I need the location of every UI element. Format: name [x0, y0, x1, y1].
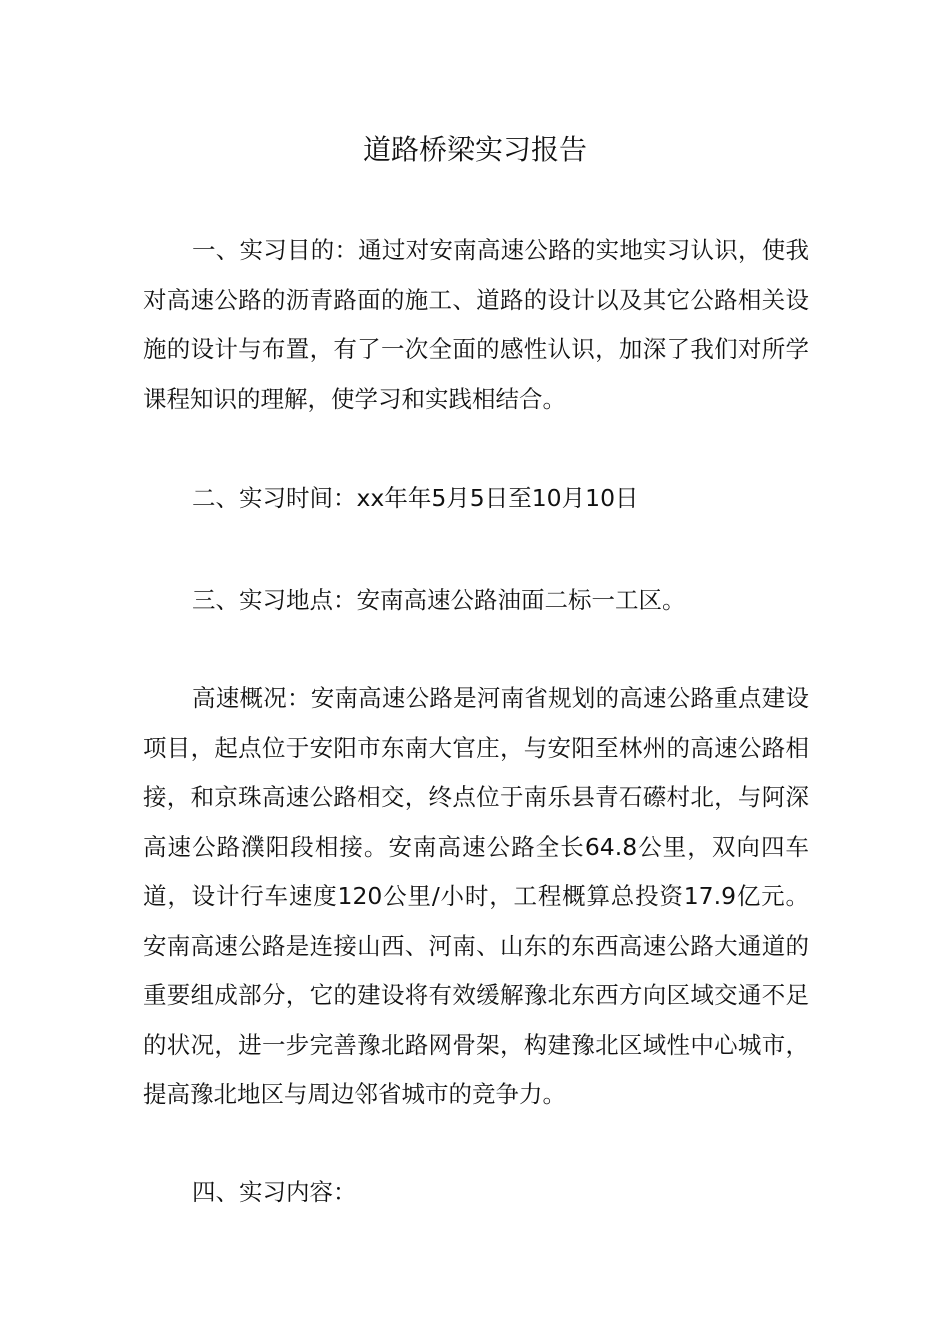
paragraph-purpose: 一、实习目的：通过对安南高速公路的实地实习认识，使我对高速公路的沥青路面的施工、道路的设计以及其它公路相关设施的设计与布置，有了一次全面的感性认识，加深了我们对所学课程知识的理解，使学习和实践相结合。 — [143, 236, 809, 413]
paragraph-time: 二、实习时间：xx年年5月5日至10月10日 — [192, 484, 639, 512]
paragraph-overview: 高速概况：安南高速公路是河南省规划的高速公路重点建设项目，起点位于安阳市东南大官庄，与安阳至林州的高速公路相接，和京珠高速公路相交，终点位于南乐县青石礤村北，与阿深高速公路濮阳段相接。安南高速公路全长64.8公里，双向四车道，设计行车速度120公里/小时，工程概算总投资17.9亿元。安南高速公路是连接山西、河南、山东的东西高速公路大通道的重要组成部分，它的建设将有效缓解豫北东西方向区域交通不足的状况，进一步完善豫北路网骨架，构建豫北区域性中心城市，提高豫北地区与周边邻省城市的竞争力。 — [143, 684, 809, 1108]
document-title: 道路桥梁实习报告 — [362, 133, 587, 166]
paragraph-content-heading: 四、实习内容： — [192, 1178, 357, 1206]
paragraph-location: 三、实习地点：安南高速公路油面二标一工区。 — [192, 586, 686, 614]
